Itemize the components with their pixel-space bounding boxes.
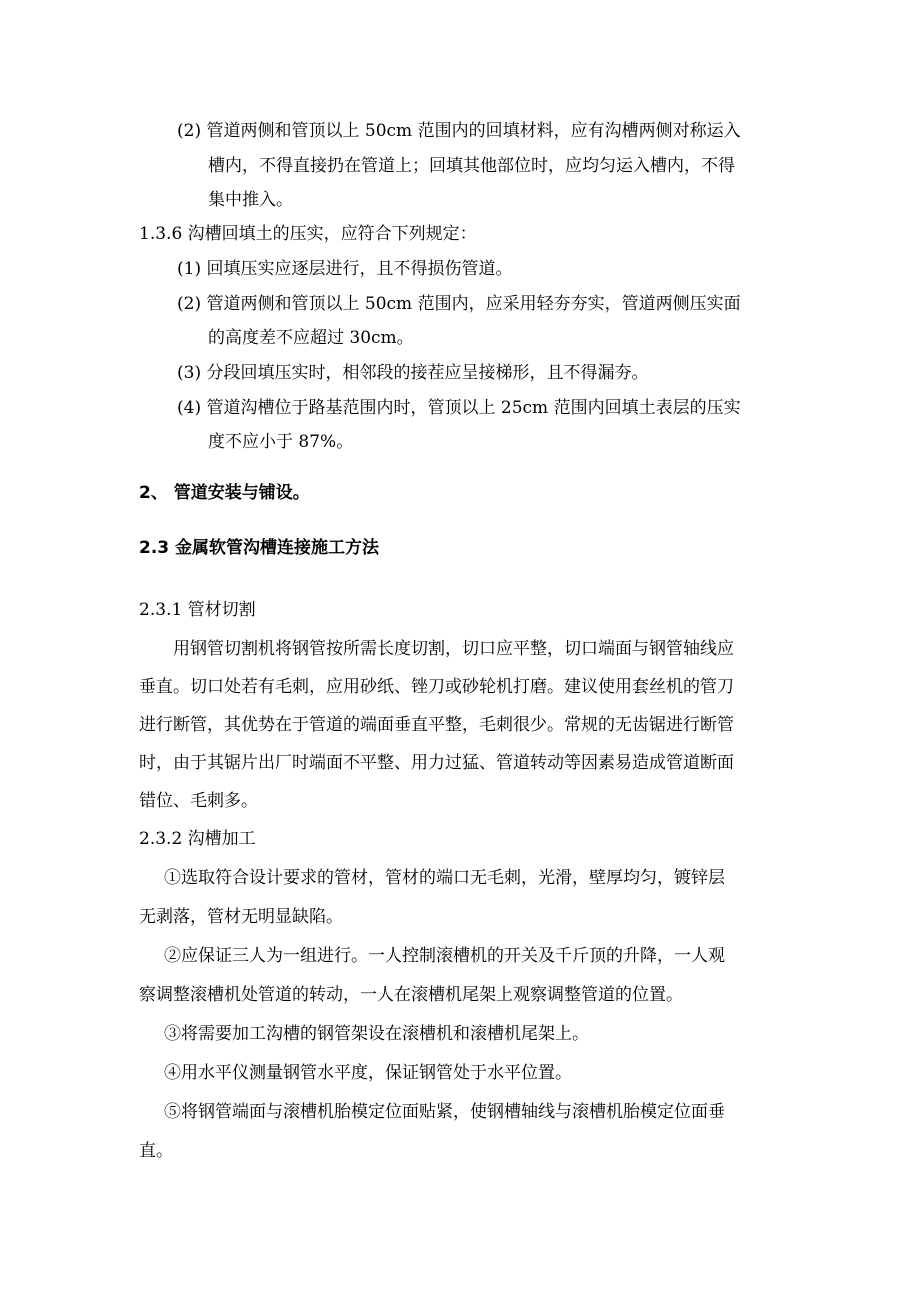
- para-2-3-1-line-2: 垂直。切口处若有毛刺，应用砂纸、锉刀或砂轮机打磨。建议使用套丝机的管刀: [139, 677, 734, 697]
- step-4: ④用水平仪测量钢管水平度，保证钢管处于水平位置。: [164, 1063, 572, 1083]
- step-2-line-1: ②应保证三人为一组进行。一人控制滚槽机的开关及千斤顶的升降，一人观: [164, 946, 725, 966]
- item-1: (1) 回填压实应逐层进行，且不得损伤管道。: [177, 259, 513, 279]
- para-2-3-1-line-1: 用钢管切割机将钢管按所需长度切割，切口应平整，切口端面与钢管轴线应: [173, 639, 734, 659]
- heading-2-3: 2.3 金属软管沟槽连接施工方法: [139, 538, 380, 558]
- heading-2: 2、 管道安装与铺设。: [139, 483, 310, 503]
- step-2-line-2: 察调整滚槽机处管道的转动，一人在滚槽机尾架上观察调整管道的位置。: [139, 985, 683, 1005]
- step-5-line-2: 直。: [139, 1141, 173, 1161]
- item-2-line-2: 槽内，不得直接扔在管道上；回填其他部位时，应均匀运入槽内，不得: [208, 156, 735, 176]
- step-3: ③将需要加工沟槽的钢管架设在滚槽机和滚槽机尾架上。: [164, 1024, 589, 1044]
- item-4-line-2: 度不应小于 87%。: [208, 432, 354, 452]
- section-1-3-6-title: 1.3.6 沟槽回填土的压实，应符合下列规定：: [139, 224, 477, 244]
- item-2-line-3: 集中推入。: [208, 190, 293, 210]
- para-2-3-1-line-3: 进行断管，其优势在于管道的端面垂直平整，毛刺很少。常规的无齿锯进行断管: [139, 715, 734, 735]
- step-5-line-1: ⑤将钢管端面与滚槽机胎模定位面贴紧，使钢槽轴线与滚槽机胎模定位面垂: [164, 1102, 725, 1122]
- step-1-line-2: 无剥落，管材无明显缺陷。: [139, 907, 343, 927]
- para-2-3-1-line-5: 错位、毛刺多。: [139, 791, 258, 811]
- para-2-3-1-line-4: 时，由于其锯片出厂时端面不平整、用力过猛、管道转动等因素易造成管道断面: [139, 753, 734, 773]
- item-3: (3) 分段回填压实时，相邻段的接茬应呈接梯形，且不得漏夯。: [177, 363, 649, 383]
- item-2b-line-2: 的高度差不应超过 30cm。: [208, 328, 414, 348]
- item-4-line-1: (4) 管道沟槽位于路基范围内时，管顶以上 25cm 范围内回填土表层的压实: [177, 398, 741, 418]
- step-1-line-1: ①选取符合设计要求的管材，管材的端口无毛刺，光滑，壁厚均匀，镀锌层: [164, 868, 725, 888]
- item-2-line-1: (2) 管道两侧和管顶以上 50cm 范围内的回填材料，应有沟槽两侧对称运入: [177, 121, 741, 141]
- item-2b-line-1: (2) 管道两侧和管顶以上 50cm 范围内，应采用轻夯夯实，管道两侧压实面: [177, 294, 741, 314]
- section-2-3-2-title: 2.3.2 沟槽加工: [139, 829, 256, 849]
- section-2-3-1-title: 2.3.1 管材切割: [139, 600, 256, 620]
